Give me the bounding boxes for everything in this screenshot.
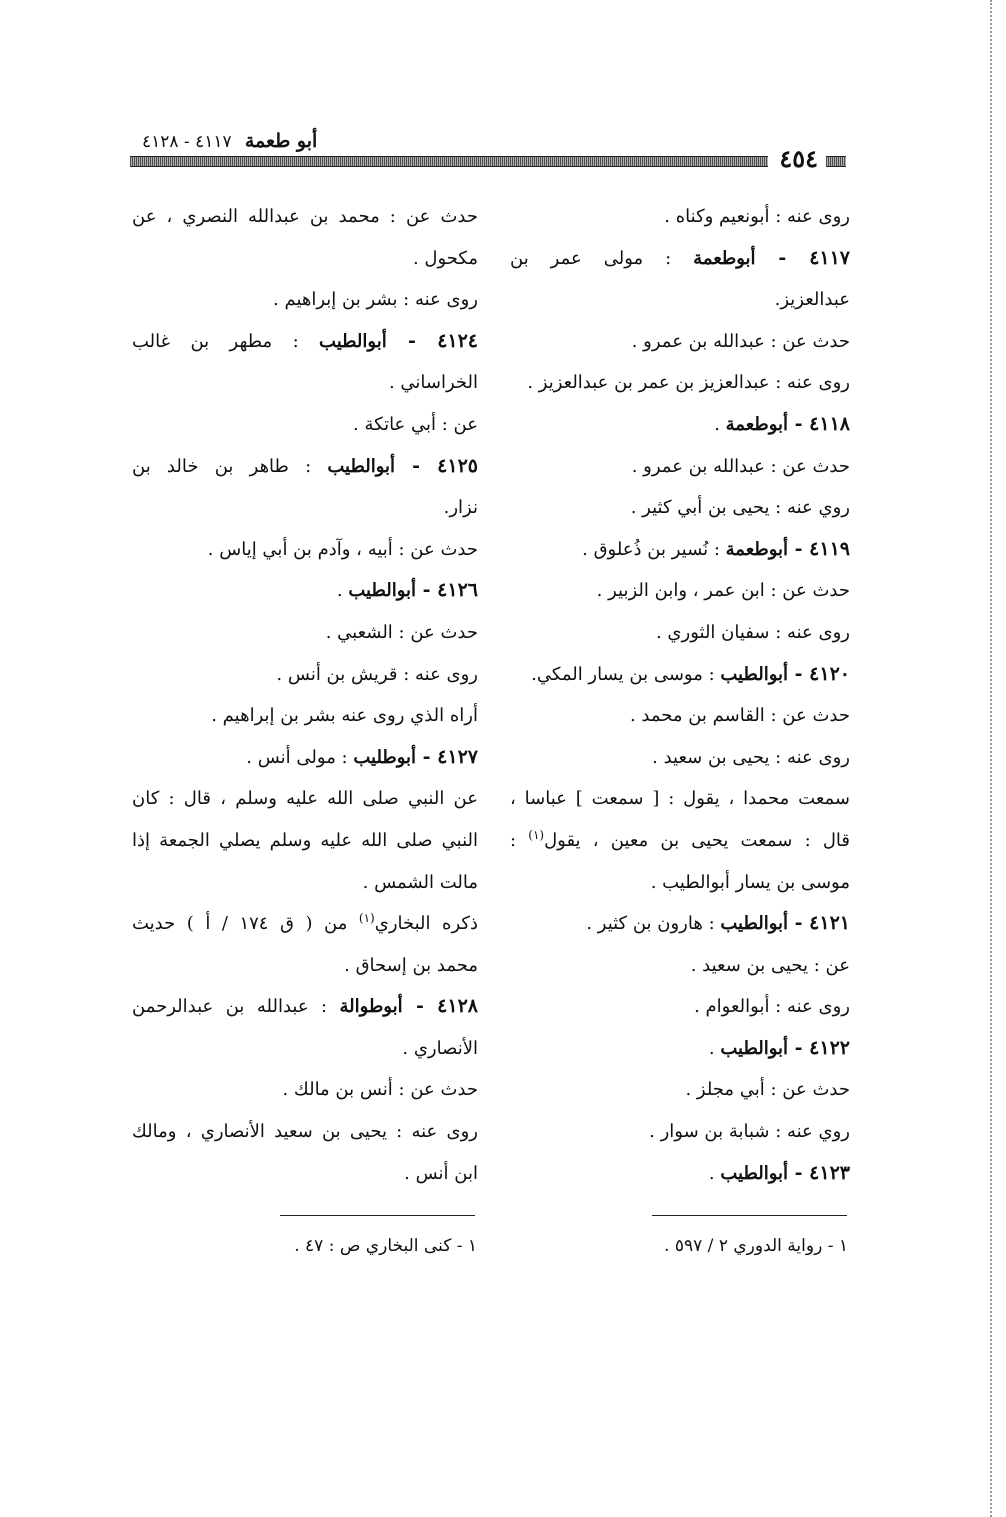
entry-name: أبوالطيب bbox=[348, 580, 417, 602]
text-line bbox=[510, 570, 850, 612]
entry-name: أبوطليب bbox=[353, 746, 417, 768]
text-line bbox=[132, 862, 478, 904]
line-text: روي عنه : شبابة بن سوار . bbox=[649, 1121, 850, 1143]
page-number: ٤٥٤ bbox=[775, 144, 822, 173]
header-rule-end bbox=[826, 156, 846, 167]
right-column bbox=[510, 196, 850, 1194]
entry-heading-line bbox=[132, 570, 478, 612]
entry-heading-line bbox=[132, 737, 478, 779]
line-text: عن النبي صلى الله عليه وسلم ، قال : كان bbox=[132, 788, 478, 810]
line-text: . bbox=[708, 1162, 721, 1184]
entry-number: ٤١٢٧ - bbox=[416, 745, 478, 768]
entry-number: ٤١١٧ - bbox=[755, 246, 850, 269]
text-line bbox=[510, 1111, 850, 1153]
entry-heading-line bbox=[510, 654, 850, 696]
entry-heading-line bbox=[510, 529, 850, 571]
text-line bbox=[132, 487, 478, 529]
line-text: النبي صلى الله عليه وسلم يصلي الجمعة إذا bbox=[132, 829, 478, 851]
text-line bbox=[132, 778, 478, 820]
line-text: : مولى أنس . bbox=[246, 746, 354, 768]
line-text: عن : يحيى بن سعيد . bbox=[690, 954, 850, 976]
line-text-tail: من ( ق ١٧٤ / أ ) حديث bbox=[132, 913, 359, 935]
text-line bbox=[132, 945, 478, 987]
entry-number: ٤١٢٠ - bbox=[788, 662, 850, 685]
line-text: حدث عن : محمد بن عبدالله النصري ، عن bbox=[132, 206, 478, 227]
entry-number: ٤١١٩ - bbox=[788, 537, 850, 560]
line-text: الأنصاري . bbox=[402, 1037, 478, 1059]
text-line bbox=[132, 196, 478, 238]
line-text: روى عنه : يحيى بن سعيد الأنصاري ، ومالك bbox=[132, 1121, 478, 1143]
text-line bbox=[132, 1069, 478, 1111]
line-text: عن : أبي عاتكة . bbox=[353, 413, 478, 435]
line-text: روى عنه : أبونعيم وكناه . bbox=[664, 206, 850, 227]
footnote-marker: (١) bbox=[358, 911, 375, 926]
entry-name: أبوالطيب bbox=[720, 663, 789, 685]
line-text: عبدالعزيز. bbox=[774, 289, 850, 311]
line-text: : طاهر بن خالد بن bbox=[132, 455, 328, 477]
entry-number: ٤١٢٣ - bbox=[788, 1161, 850, 1184]
text-line bbox=[132, 903, 478, 945]
line-text-tail: : bbox=[510, 829, 529, 851]
entry-name: أبوالطيب bbox=[319, 330, 387, 352]
text-line bbox=[510, 196, 850, 238]
entry-name: أبوطوالة bbox=[339, 996, 403, 1018]
entry-number: ٤١٢٨ - bbox=[402, 995, 478, 1018]
entry-number: ٤١٢٦ - bbox=[416, 579, 478, 602]
entry-name: أبوطعمة bbox=[725, 538, 789, 560]
entry-name: أبوالطيب bbox=[720, 1162, 789, 1184]
line-text: روى عنه : بشر بن إبراهيم . bbox=[273, 289, 478, 311]
text-line bbox=[132, 1028, 478, 1070]
entry-name: أبوطعمة bbox=[725, 413, 789, 435]
text-line bbox=[510, 695, 850, 737]
line-text: روى عنه : سفيان الثوري . bbox=[655, 621, 850, 643]
entry-number: ٤١١٨ - bbox=[788, 412, 850, 435]
entry-heading-line bbox=[510, 404, 850, 446]
entry-number: ٤١٢٤ - bbox=[386, 329, 478, 352]
line-text: نزار. bbox=[443, 497, 478, 519]
line-text: روي عنه : يحيى بن أبي كثير . bbox=[630, 497, 850, 519]
text-line bbox=[132, 404, 478, 446]
footnote-left: ١ - كنى البخاري ص : ٤٧ . bbox=[294, 1236, 477, 1256]
line-text: حدث عن : القاسم بن محمد . bbox=[629, 705, 850, 727]
line-text: حدث عن : أنس بن مالك . bbox=[282, 1079, 478, 1101]
text-line bbox=[510, 820, 850, 862]
text-line bbox=[132, 654, 478, 696]
entry-range: ٤١١٧ - ٤١٢٨ bbox=[142, 132, 232, 152]
running-header bbox=[130, 118, 846, 188]
entry-heading-line bbox=[510, 1153, 850, 1195]
line-text: روى عنه : يحيى بن سعيد . bbox=[652, 746, 850, 768]
footnote-right: ١ - رواية الدوري ٢ / ٥٩٧ . bbox=[664, 1236, 848, 1256]
line-text: محمد بن إسحاق . bbox=[344, 954, 478, 976]
text-line bbox=[510, 778, 850, 820]
line-text: . bbox=[714, 413, 726, 435]
text-line bbox=[132, 612, 478, 654]
line-text: سمعت محمدا ، يقول : [ سمعت ] عباسا ، bbox=[510, 788, 850, 810]
header-rule bbox=[130, 156, 768, 167]
text-line bbox=[510, 487, 850, 529]
text-line bbox=[510, 321, 850, 363]
line-text: ذكره البخاري bbox=[374, 913, 478, 935]
line-text: حدث عن : ابن عمر ، وابن الزبير . bbox=[596, 580, 850, 602]
line-text: . bbox=[708, 1037, 721, 1059]
footnote-divider-right bbox=[652, 1215, 847, 1216]
line-text: موسى بن يسار أبوالطيب . bbox=[650, 871, 850, 893]
line-text: مالت الشمس . bbox=[362, 871, 478, 893]
text-line bbox=[510, 612, 850, 654]
text-line bbox=[132, 362, 478, 404]
scan-edge-dotted-line bbox=[990, 0, 992, 1517]
entry-heading-line bbox=[132, 321, 478, 363]
entry-number: ٤١٢٥ - bbox=[395, 454, 478, 477]
line-text: حدث عن : الشعبي . bbox=[325, 621, 478, 643]
line-text: حدث عن : عبدالله بن عمرو . bbox=[631, 330, 850, 352]
entry-number: ٤١٢٢ - bbox=[788, 1036, 850, 1059]
entry-heading-line bbox=[132, 986, 478, 1028]
text-line bbox=[132, 279, 478, 321]
line-text: روى عنه : قريش بن أنس . bbox=[276, 663, 478, 685]
line-text: روى عنه : عبدالعزيز بن عمر بن عبدالعزيز . bbox=[527, 372, 850, 394]
text-line bbox=[132, 695, 478, 737]
entry-name: أبوطعمة bbox=[693, 247, 756, 269]
line-text: حدث عن : أبيه ، وآدم بن أبي إياس . bbox=[207, 538, 478, 560]
line-text: مكحول . bbox=[412, 247, 478, 269]
text-line bbox=[132, 820, 478, 862]
text-line bbox=[132, 529, 478, 571]
line-text: : هارون بن كثير . bbox=[586, 913, 721, 935]
line-text: . bbox=[336, 580, 349, 602]
line-text: حدث عن : أبي مجلز . bbox=[685, 1079, 850, 1101]
entry-name: أبوالطيب bbox=[327, 455, 396, 477]
line-text: قال : سمعت يحيى بن معين ، يقول bbox=[544, 829, 850, 851]
text-line bbox=[510, 986, 850, 1028]
entry-heading-line bbox=[510, 903, 850, 945]
line-text: : موسى بن يسار المكي. bbox=[531, 663, 721, 685]
entry-name: أبوالطيب bbox=[720, 1037, 789, 1059]
line-text: : عبدالله بن عبدالرحمن bbox=[132, 996, 340, 1018]
text-line bbox=[132, 1153, 478, 1195]
entry-heading-line bbox=[132, 446, 478, 488]
footnote-marker: (١) bbox=[528, 827, 545, 842]
entry-name: أبوالطيب bbox=[720, 913, 789, 935]
text-line bbox=[132, 1111, 478, 1153]
line-text: : مطهر بن غالب bbox=[132, 330, 320, 352]
line-text: أراه الذي روى عنه بشر بن إبراهيم . bbox=[211, 705, 478, 727]
entry-heading-line bbox=[510, 238, 850, 280]
line-text: الخراساني . bbox=[388, 372, 478, 394]
entry-number: ٤١٢١ - bbox=[788, 912, 850, 935]
left-column bbox=[132, 196, 478, 1194]
running-title-name: أبو طعمة bbox=[244, 130, 318, 152]
line-text: روى عنه : أبوالعوام . bbox=[694, 996, 850, 1018]
line-text: حدث عن : عبدالله بن عمرو . bbox=[631, 455, 850, 477]
line-text: : نُسير بن ذُعلوق . bbox=[582, 538, 726, 560]
text-line bbox=[510, 362, 850, 404]
text-line bbox=[510, 737, 850, 779]
running-title bbox=[142, 130, 317, 152]
text-line bbox=[510, 1069, 850, 1111]
text-line bbox=[510, 945, 850, 987]
text-line bbox=[510, 279, 850, 321]
text-line bbox=[510, 446, 850, 488]
text-line bbox=[510, 862, 850, 904]
line-text: ابن أنس . bbox=[404, 1162, 478, 1184]
text-line bbox=[132, 238, 478, 280]
footnote-divider-left bbox=[280, 1215, 475, 1216]
entry-heading-line bbox=[510, 1028, 850, 1070]
line-text: : مولى عمر بن bbox=[510, 247, 694, 269]
